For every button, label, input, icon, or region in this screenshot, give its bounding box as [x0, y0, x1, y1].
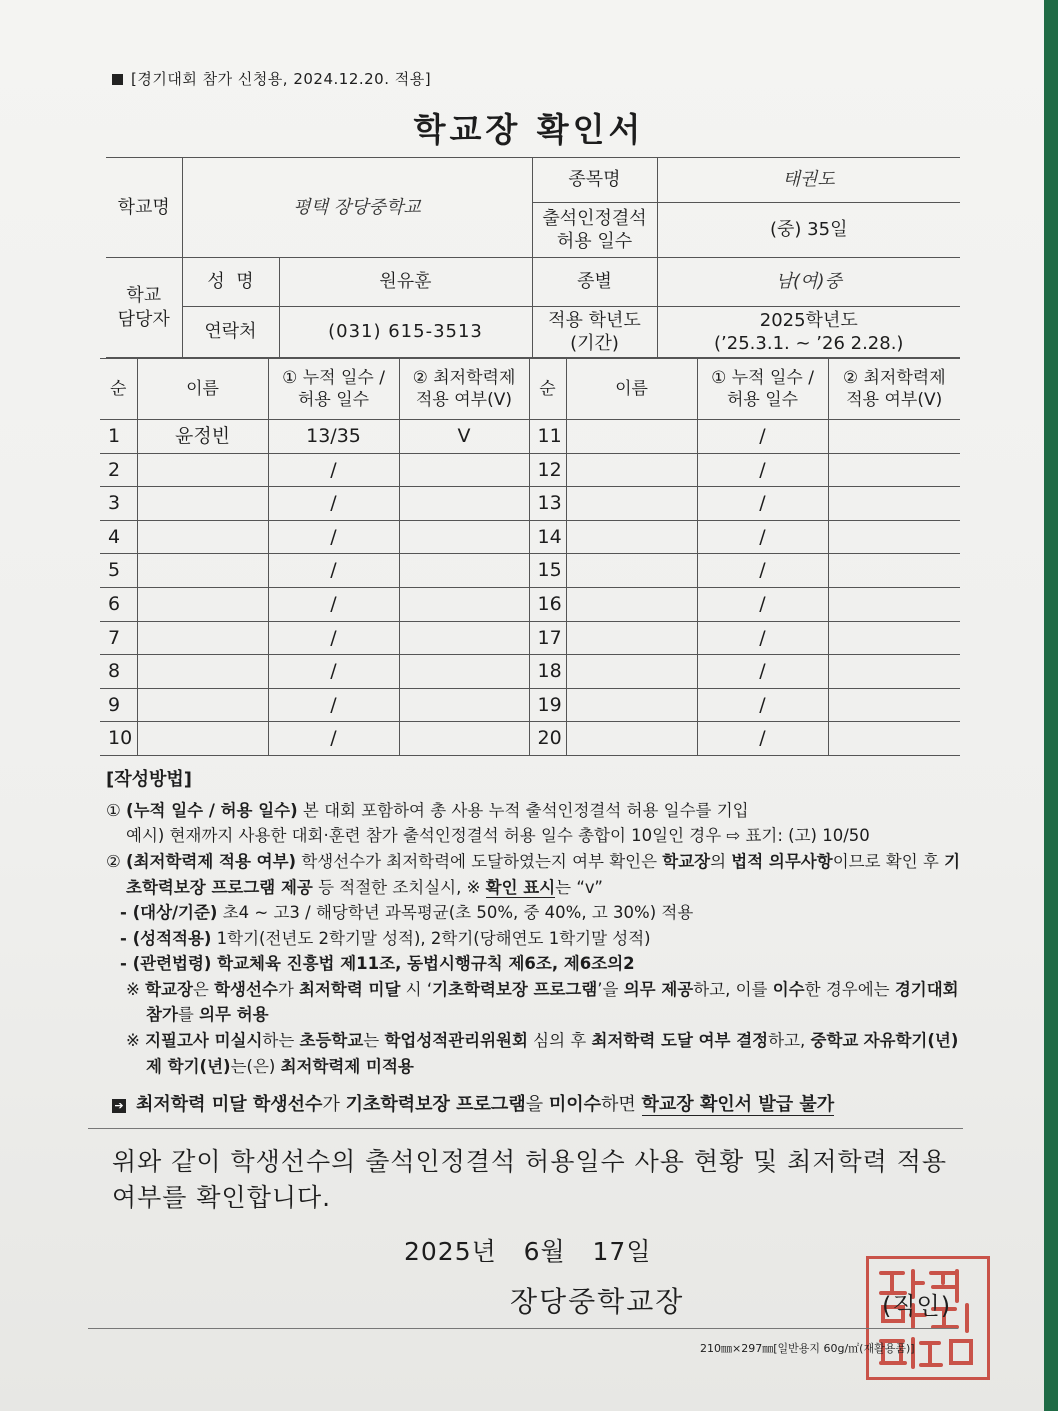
col-no-header: 순	[100, 359, 137, 420]
instructions-title: [작성방법]	[106, 769, 193, 790]
arrow-right-icon: ➔	[112, 1099, 126, 1113]
accumulated-days: /	[697, 722, 828, 756]
min-academic-check	[399, 621, 529, 655]
seal-label: (직인)	[882, 1292, 952, 1320]
student-name	[566, 487, 697, 521]
min-academic-check	[399, 655, 529, 689]
min-academic-check	[828, 621, 960, 655]
accumulated-days: /	[697, 520, 828, 554]
row-number: 7	[100, 621, 137, 655]
row-number: 20	[529, 722, 566, 756]
row-number: 13	[529, 487, 566, 521]
min-academic-check	[399, 688, 529, 722]
min-academic-check	[828, 453, 960, 487]
col-days-header-right: ① 누적 일수 / 허용 일수	[697, 359, 828, 420]
absence-days-value: (중) 35일	[657, 203, 960, 258]
accumulated-days: /	[697, 688, 828, 722]
table-row	[100, 554, 960, 588]
student-name	[566, 688, 697, 722]
year-value: 2025학년도	[759, 309, 858, 331]
instruction-grade: - (성적적용) 1학기(전년도 2학기말 성적), 2학기(당해연도 1학기말 성적)	[120, 928, 651, 948]
student-name	[137, 554, 268, 588]
list-header-row	[100, 359, 960, 420]
min-academic-check	[828, 420, 960, 454]
row-number: 17	[529, 621, 566, 655]
accumulated-days: /	[697, 453, 828, 487]
min-academic-check	[399, 587, 529, 621]
col-days-header: ① 누적 일수 / 허용 일수	[268, 359, 399, 420]
accumulated-days: /	[268, 554, 399, 588]
school-label: 학교명	[106, 158, 182, 258]
background-edge	[1044, 0, 1058, 1411]
student-name	[137, 453, 268, 487]
gender-value: 남(여)중	[657, 258, 960, 307]
student-name	[137, 587, 268, 621]
min-academic-check	[828, 722, 960, 756]
gender-label: 종별	[532, 258, 657, 307]
issue-date: 2025년 6월 17일	[404, 1237, 652, 1266]
header-note: [경기대회 참가 신청용, 2024.12.20. 적용]	[112, 68, 431, 89]
row-number: 9	[100, 688, 137, 722]
list-body	[100, 420, 960, 756]
student-name	[566, 554, 697, 588]
min-academic-check	[399, 722, 529, 756]
instruction-1-example: 예시) 현재까지 사용한 대회·훈련 참가 출석인정결석 허용 일수 총합이 10일인 경우 ⇨ 표기: (고) 10/50	[126, 826, 870, 846]
row-number: 5	[100, 554, 137, 588]
accumulated-days: /	[697, 554, 828, 588]
contact-label: 연락처	[182, 307, 279, 358]
row-number: 15	[529, 554, 566, 588]
col-min-header: ② 최저학력제 적용 여부(V)	[399, 359, 529, 420]
min-academic-check	[828, 587, 960, 621]
row-number: 11	[529, 420, 566, 454]
col-name-header-right: 이름	[566, 359, 697, 420]
min-academic-check	[828, 520, 960, 554]
instructions	[98, 766, 968, 1079]
row-number: 14	[529, 520, 566, 554]
student-name	[137, 655, 268, 689]
min-academic-check	[399, 520, 529, 554]
table-row	[100, 453, 960, 487]
student-name	[566, 520, 697, 554]
row-number: 12	[529, 453, 566, 487]
accumulated-days: 13/35	[268, 420, 399, 454]
confirmation-text: 위와 같이 학생선수의 출석인정결석 허용일수 사용 현황 및 최저학력 적용 여부를 확인합니다.	[112, 1147, 948, 1213]
accumulated-days: /	[268, 520, 399, 554]
student-name	[566, 621, 697, 655]
contact-value: (031) 615-3513	[279, 307, 532, 358]
col-min-header-right: ② 최저학력제 적용 여부(V)	[828, 359, 960, 420]
min-academic-check	[828, 655, 960, 689]
accumulated-days: /	[697, 621, 828, 655]
table-row	[100, 655, 960, 689]
table-row	[100, 688, 960, 722]
col-no-header-right: 순	[529, 359, 566, 420]
student-name	[566, 587, 697, 621]
row-number: 2	[100, 453, 137, 487]
square-bullet-icon	[112, 74, 123, 85]
notice: ➔ 최저학력 미달 학생선수가 기초학력보장 프로그램을 미이수하면 학교장 확인서 발급 불가	[112, 1090, 834, 1116]
student-name: 윤정빈	[137, 420, 268, 454]
event-name-value: 태권도	[657, 158, 960, 203]
student-name	[137, 487, 268, 521]
table-row	[100, 621, 960, 655]
accumulated-days: /	[697, 655, 828, 689]
absence-days-label: 출석인정결석 허용 일수	[532, 203, 657, 258]
table-row	[100, 520, 960, 554]
accumulated-days: /	[268, 587, 399, 621]
min-academic-check	[828, 554, 960, 588]
accumulated-days: /	[268, 722, 399, 756]
student-name	[137, 688, 268, 722]
col-name-header: 이름	[137, 359, 268, 420]
staff-name-value: 원유훈	[279, 258, 532, 307]
min-academic-check: V	[399, 420, 529, 454]
min-academic-check	[828, 487, 960, 521]
accumulated-days: /	[697, 487, 828, 521]
document-title: 학교장 확인서	[413, 110, 645, 149]
instruction-target: - (대상/기준) 초4 ~ 고3 / 해당학년 과목평균(초 50%, 중 40%, 고 30%) 적용	[120, 903, 694, 923]
student-name	[566, 453, 697, 487]
principal-title: 장당중학교장	[510, 1285, 685, 1318]
instruction-2: ② (최저학력제 적용 여부) 학생선수가 최저학력에 도달하였는지 여부 확인은 학교장의 법적 의무사항이므로 확인 후 기초학력보장 프로그램 제공 등 적절한 조치실시, ※ 확인 표시는 “v”	[106, 852, 961, 897]
accumulated-days: /	[268, 487, 399, 521]
min-academic-check	[828, 688, 960, 722]
row-number: 19	[529, 688, 566, 722]
accumulated-days: /	[268, 453, 399, 487]
table-row	[100, 722, 960, 756]
table-row	[100, 420, 960, 454]
instruction-note-1: ※ 학교장은 학생선수가 최저학력 미달 시 ‘기초학력보장 프로그램’을 의무 제공하고, 이를 이수한 경우에는 경기대회 참가를 의무 허용	[126, 979, 959, 1025]
row-number: 4	[100, 520, 137, 554]
row-number: 18	[529, 655, 566, 689]
instruction-law: - (관련법령) 학교체육 진흥법 제11조, 동법시행규칙 제6조, 제6조의2	[120, 954, 635, 974]
accumulated-days: /	[268, 655, 399, 689]
student-name	[566, 420, 697, 454]
row-number: 6	[100, 587, 137, 621]
student-list-table	[100, 358, 960, 756]
divider	[88, 1128, 963, 1129]
student-name	[566, 655, 697, 689]
paper-spec: 210㎜×297㎜[일반용지 60g/㎡(재활용품)]	[700, 1342, 915, 1355]
year-cell	[657, 307, 960, 358]
student-name	[137, 621, 268, 655]
row-number: 1	[100, 420, 137, 454]
accumulated-days: /	[268, 688, 399, 722]
instruction-1: ① (누적 일수 / 허용 일수) 본 대회 포함하여 총 사용 누적 출석인정결석 허용 일수를 기입	[106, 800, 749, 820]
min-academic-check	[399, 487, 529, 521]
row-number: 3	[100, 487, 137, 521]
event-label: 종목명	[532, 158, 657, 203]
staff-label: 학교 담당자	[106, 258, 182, 358]
min-academic-check	[399, 453, 529, 487]
accumulated-days: /	[697, 420, 828, 454]
year-label: 적용 학년도 (기간)	[532, 307, 657, 358]
student-name	[137, 520, 268, 554]
instruction-note-2: ※ 지필고사 미실시하는 초등학교는 학업성적관리위원회 심의 후 최저학력 도달 여부 결정하고, 중학교 자유학기(년)제 학기(년)는(은) 최저학력제 미적용	[126, 1030, 959, 1076]
accumulated-days: /	[697, 587, 828, 621]
row-number: 16	[529, 587, 566, 621]
student-name	[137, 722, 268, 756]
info-table	[106, 157, 960, 358]
min-academic-check	[399, 554, 529, 588]
student-name	[566, 722, 697, 756]
year-period: (’25.3.1. ~ ’26 2.28.)	[714, 333, 904, 354]
row-number: 8	[100, 655, 137, 689]
accumulated-days: /	[268, 621, 399, 655]
staff-name-label: 성 명	[182, 258, 279, 307]
table-row	[100, 487, 960, 521]
table-row	[100, 587, 960, 621]
row-number: 10	[100, 722, 137, 756]
school-name-value: 평택 장당중학교	[182, 158, 532, 258]
bottom-divider	[88, 1328, 958, 1329]
